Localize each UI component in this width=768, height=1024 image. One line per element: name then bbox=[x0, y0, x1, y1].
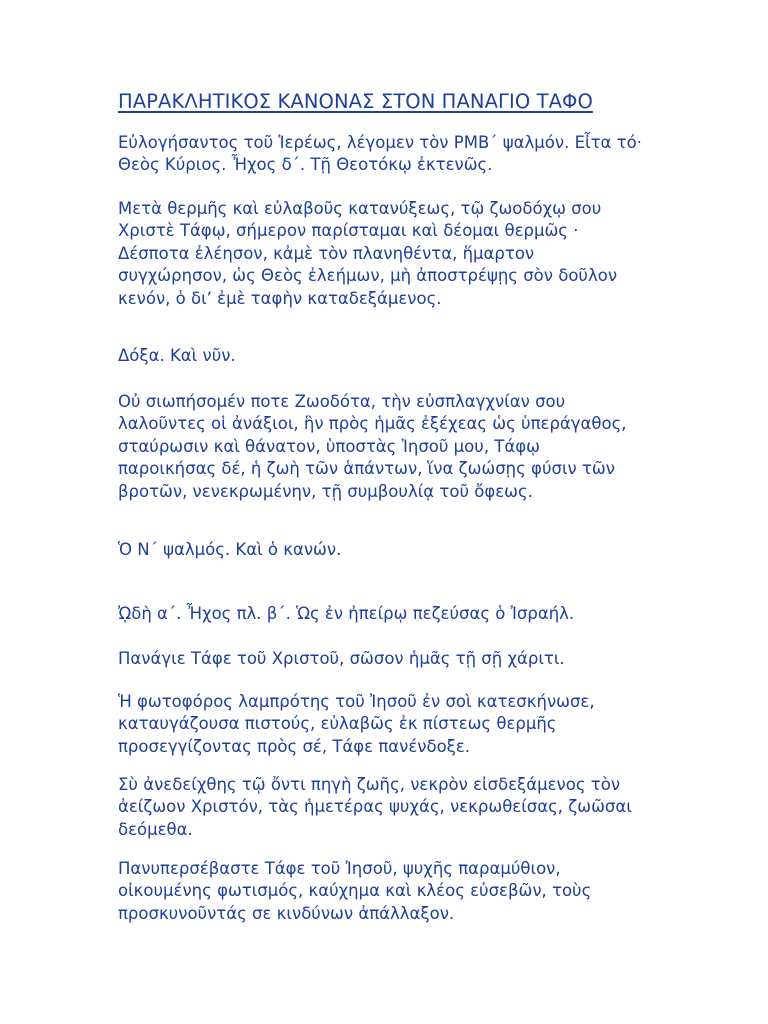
paragraph-troparion-1 bbox=[118, 198, 678, 310]
text-line: προσκυνοῦντάς σε κινδύνων ἀπάλλαξον. bbox=[118, 903, 455, 923]
text-line: Χριστὲ Τάφῳ, σήμερον παρίσταμαι καὶ δέομαι θερμῶς · bbox=[118, 221, 579, 241]
text-line: Δέσποτα ἐλέησον, κἀμὲ τὸν πλανηθέντα, ἥμαρτον bbox=[118, 243, 535, 263]
paragraph-troparion-2 bbox=[118, 691, 678, 758]
text-line: Εὐλογήσαντος τοῦ Ἱερέως, λέγομεν τὸν ΡΜΒ΄ ψαλμόν. Εἶτα τό· bbox=[118, 133, 642, 152]
paragraph-ode-heading bbox=[118, 603, 678, 625]
text-line: Δόξα. Καὶ νῦν. bbox=[118, 346, 236, 365]
text-line: Οὐ σιωπήσομέν ποτε Ζωοδότα, τὴν εὐσπλαγχνίαν σου bbox=[118, 392, 566, 411]
text-line: κενόν, ὁ δι’ ἐμὲ ταφὴν καταδεξάμενος. bbox=[118, 288, 442, 308]
text-line: παροικήσας δέ, ἡ ζωὴ τῶν ἁπάντων, ἵνα ζωώσῃς φύσιν τῶν bbox=[118, 459, 615, 479]
paragraph-theotokion bbox=[118, 391, 678, 503]
text-line: προσεγγίζοντας πρὸς σέ, Τάφε πανένδοξε. bbox=[118, 736, 471, 756]
text-line: Πανάγιε Τάφε τοῦ Χριστοῦ, σῶσον ἡμᾶς τῇ σῇ χάριτι. bbox=[118, 649, 565, 668]
paragraph-refrain bbox=[118, 648, 678, 670]
paragraph-doxa bbox=[118, 345, 678, 367]
text-line: Θεὸς Κύριος. Ἦχος δ΄. Τῇ Θεοτόκῳ ἐκτενῶς. bbox=[118, 155, 493, 175]
text-line: συγχώρησον, ὡς Θεὸς ἐλεήμων, μὴ ἀποστρέψῃς σὸν δοῦλον bbox=[118, 266, 618, 286]
text-line: δεόμεθα. bbox=[118, 819, 193, 839]
document-title: ΠΑΡΑΚΛΗΤΙΚΟΣ ΚΑΝΟΝΑΣ ΣΤΟΝ ΠΑΝΑΓΙΟ ΤΑΦΟ bbox=[118, 90, 593, 113]
text-line: οἰκουμένης φωτισμός, καύχημα καὶ κλέος εὐσεβῶν, τοὺς bbox=[118, 881, 592, 901]
text-line: σταύρωσιν καὶ θάνατον, ὑποστὰς Ἰησοῦ μου, Τάφῳ bbox=[118, 436, 540, 456]
text-line: ἀείζωον Χριστόν, τὰς ἡμετέρας ψυχάς, νεκρωθείσας, ζωῶσαι bbox=[118, 797, 632, 817]
text-line: Ἡ φωτοφόρος λαμπρότης τοῦ Ἰησοῦ ἐν σοὶ κατεσκήνωσε, bbox=[118, 692, 595, 711]
text-line: βροτῶν, νενεκρωμένην, τῇ συμβουλίᾳ τοῦ ὄφεως. bbox=[118, 481, 533, 501]
paragraph-intro-rubric bbox=[118, 132, 678, 177]
text-line: ᾨδὴ α΄. Ἦχος πλ. β΄. Ὡς ἐν ἠπείρῳ πεζεύσας ὁ Ἰσραήλ. bbox=[118, 604, 575, 623]
text-line: Ὁ Ν΄ ψαλμός. Καὶ ὁ κανών. bbox=[118, 540, 342, 559]
text-line: Μετὰ θερμῆς καὶ εὐλαβοῦς κατανύξεως, τῷ ζωοδόχῳ σου bbox=[118, 199, 602, 218]
text-line: Σὺ ἀνεδείχθης τῷ ὄντι πηγὴ ζωῆς, νεκρὸν εἰσδεξάμενος τὸν bbox=[118, 775, 621, 794]
paragraph-psalm-50 bbox=[118, 539, 678, 561]
paragraph-troparion-4 bbox=[118, 858, 678, 925]
text-line: λαλοῦντες οἱ ἀνάξιοι, ἣν πρὸς ἡμᾶς ἐξέχεας ὡς ὑπεράγαθος, bbox=[118, 414, 627, 434]
text-line: Πανυπερσέβαστε Τάφε τοῦ Ἰησοῦ, ψυχῆς παραμύθιον, bbox=[118, 859, 561, 878]
text-line: καταυγάζουσα πιστούς, εὐλαβῶς ἐκ πίστεως θερμῆς bbox=[118, 714, 557, 734]
paragraph-troparion-3 bbox=[118, 774, 678, 841]
